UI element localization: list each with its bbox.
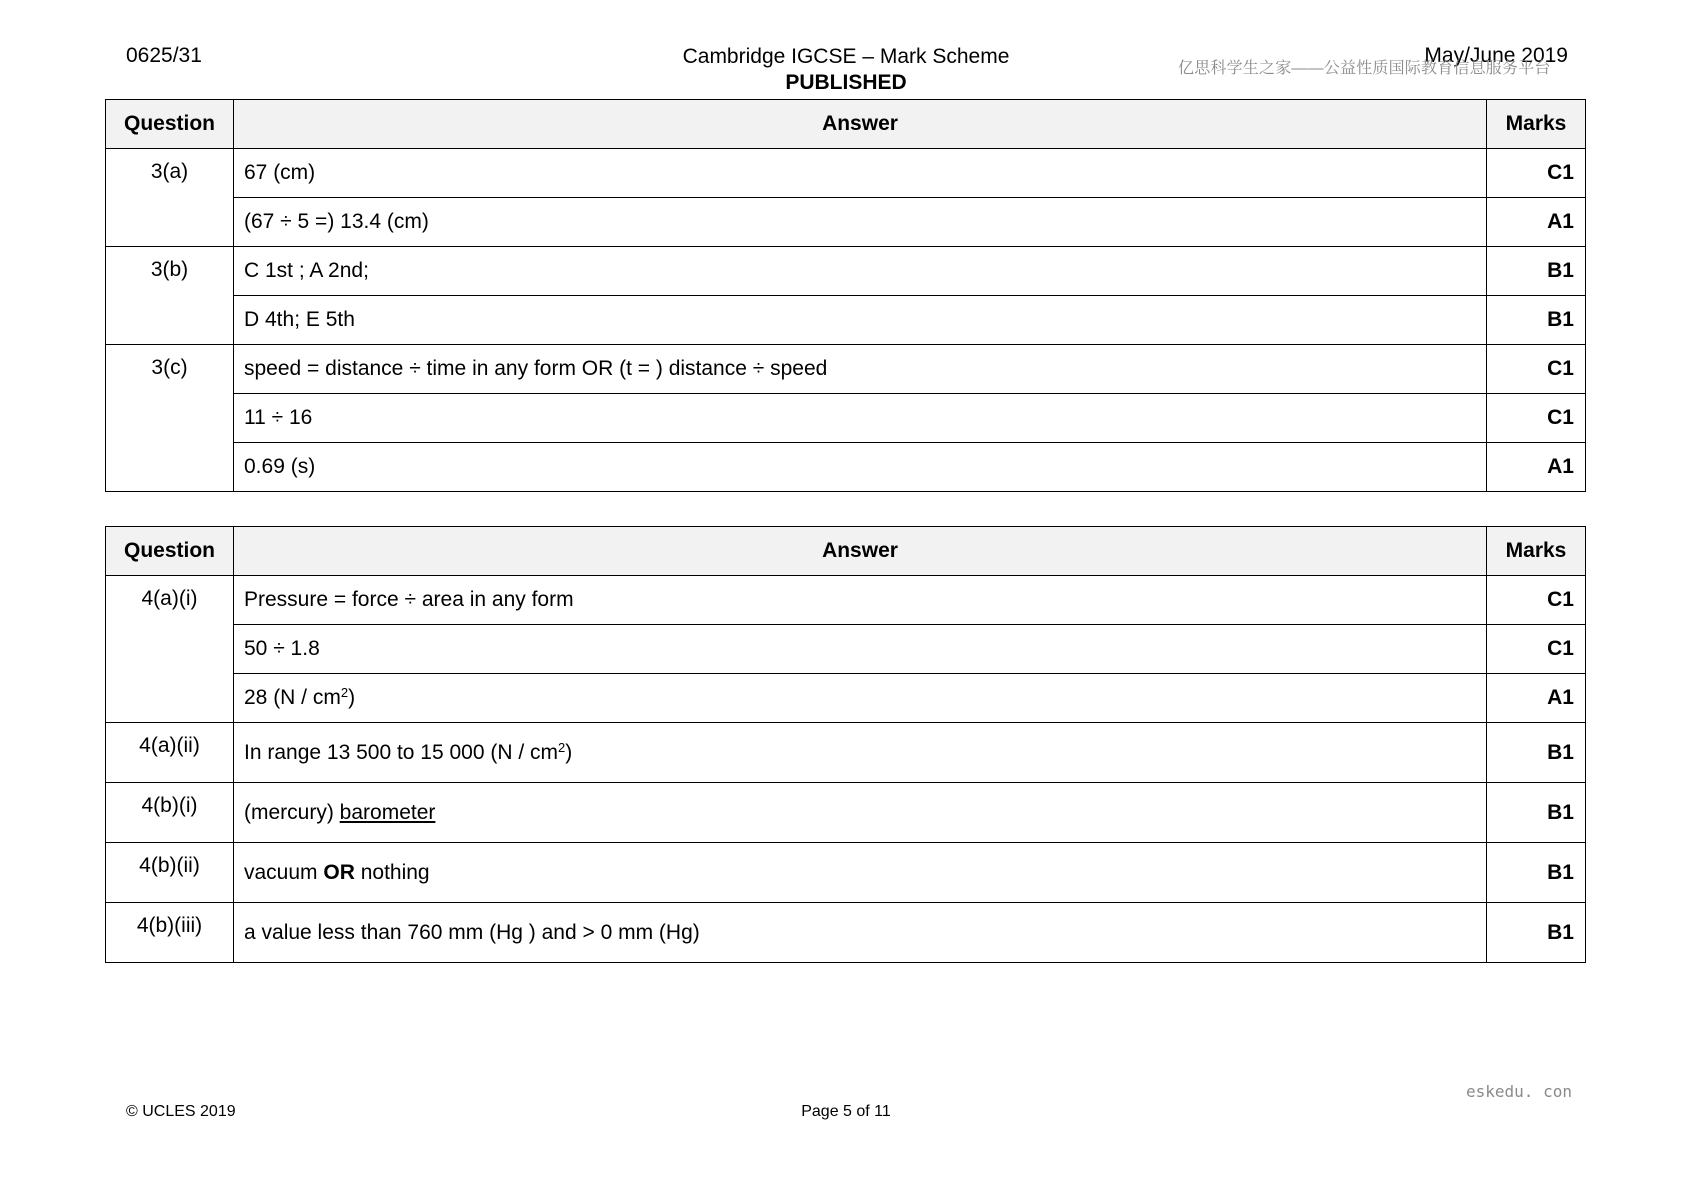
answer-cell bbox=[234, 674, 1487, 723]
answer-text: In range 13 500 to 15 000 (N / cm bbox=[244, 740, 559, 764]
answer-cell: C 1st ; A 2nd; bbox=[234, 247, 1487, 296]
table-row bbox=[106, 723, 1586, 783]
bold-keyword: OR bbox=[323, 860, 355, 884]
table-header-row bbox=[106, 100, 1586, 149]
table-row bbox=[106, 394, 1586, 443]
column-header-marks: Marks bbox=[1487, 100, 1586, 149]
superscript: 2 bbox=[558, 739, 566, 755]
mark-scheme-table-q3 bbox=[105, 99, 1586, 492]
column-header-marks: Marks bbox=[1487, 527, 1586, 576]
mark-cell: B1 bbox=[1487, 783, 1586, 843]
table-row bbox=[106, 576, 1586, 625]
mark-cell: B1 bbox=[1487, 903, 1586, 963]
answer-cell: D 4th; E 5th bbox=[234, 296, 1487, 345]
mark-cell: B1 bbox=[1487, 723, 1586, 783]
table-row bbox=[106, 345, 1586, 394]
mark-cell: A1 bbox=[1487, 443, 1586, 492]
question-number: 3(a) bbox=[106, 149, 234, 247]
answer-text: nothing bbox=[354, 860, 430, 884]
mark-cell: A1 bbox=[1487, 198, 1586, 247]
site-watermark: eskedu. con bbox=[1466, 1082, 1572, 1101]
mark-cell: B1 bbox=[1487, 247, 1586, 296]
answer-cell: (67 ÷ 5 =) 13.4 (cm) bbox=[234, 198, 1487, 247]
header-title: Cambridge IGCSE – Mark Scheme bbox=[682, 45, 1010, 68]
mark-scheme-table-q4 bbox=[105, 526, 1586, 963]
question-number: 4(b)(ii) bbox=[106, 843, 234, 903]
question-number: 4(b)(iii) bbox=[106, 903, 234, 963]
question-number: 4(a)(ii) bbox=[106, 723, 234, 783]
column-header-answer: Answer bbox=[234, 527, 1487, 576]
underlined-keyword: barometer bbox=[339, 800, 436, 824]
column-header-question: Question bbox=[106, 100, 234, 149]
column-header-question: Question bbox=[106, 527, 234, 576]
answer-text: vacuum bbox=[244, 860, 324, 884]
mark-cell: C1 bbox=[1487, 625, 1586, 674]
table-row bbox=[106, 296, 1586, 345]
question-number: 4(b)(i) bbox=[106, 783, 234, 843]
answer-cell: 67 (cm) bbox=[234, 149, 1487, 198]
answer-text: 28 (N / cm bbox=[244, 686, 341, 709]
table-row bbox=[106, 443, 1586, 492]
table-row bbox=[106, 149, 1586, 198]
mark-cell: C1 bbox=[1487, 394, 1586, 443]
answer-cell: speed = distance ÷ time in any form OR (t = ) distance ÷ speed bbox=[234, 345, 1487, 394]
question-number: 4(a)(i) bbox=[106, 576, 234, 723]
answer-cell: Pressure = force ÷ area in any form bbox=[234, 576, 1487, 625]
answer-cell bbox=[234, 723, 1487, 783]
answer-text: ) bbox=[348, 686, 356, 709]
mark-cell: A1 bbox=[1487, 674, 1586, 723]
table-row bbox=[106, 783, 1586, 843]
column-header-answer: Answer bbox=[234, 100, 1487, 149]
answer-text: (mercury) bbox=[244, 800, 340, 824]
superscript: 2 bbox=[340, 685, 349, 700]
header-status: PUBLISHED bbox=[785, 71, 907, 94]
table-header-row bbox=[106, 527, 1586, 576]
copyright-notice: © UCLES 2019 bbox=[126, 1103, 236, 1120]
answer-cell: 50 ÷ 1.8 bbox=[234, 625, 1487, 674]
table-row bbox=[106, 903, 1586, 963]
answer-cell: 11 ÷ 16 bbox=[234, 394, 1487, 443]
table-row bbox=[106, 625, 1586, 674]
paper-code: 0625/31 bbox=[126, 44, 202, 67]
table-row bbox=[106, 198, 1586, 247]
answer-cell bbox=[234, 843, 1487, 903]
table-row bbox=[106, 843, 1586, 903]
table-row bbox=[106, 247, 1586, 296]
exam-session: May/June 2019 bbox=[1424, 44, 1568, 67]
mark-cell: C1 bbox=[1487, 149, 1586, 198]
question-number: 3(c) bbox=[106, 345, 234, 492]
answer-cell: 0.69 (s) bbox=[234, 443, 1487, 492]
question-number: 3(b) bbox=[106, 247, 234, 345]
answer-cell bbox=[234, 783, 1487, 843]
mark-cell: C1 bbox=[1487, 576, 1586, 625]
mark-cell: B1 bbox=[1487, 843, 1586, 903]
mark-cell: B1 bbox=[1487, 296, 1586, 345]
table-row bbox=[106, 674, 1586, 723]
answer-text: ) bbox=[565, 740, 573, 764]
answer-cell: a value less than 760 mm (Hg ) and > 0 mm (Hg) bbox=[234, 903, 1487, 963]
mark-cell: C1 bbox=[1487, 345, 1586, 394]
page-number: Page 5 of 11 bbox=[801, 1103, 891, 1120]
watermark-text: 亿思科学生之家——公益性质国际教育信息服务平台 bbox=[1178, 60, 1551, 77]
